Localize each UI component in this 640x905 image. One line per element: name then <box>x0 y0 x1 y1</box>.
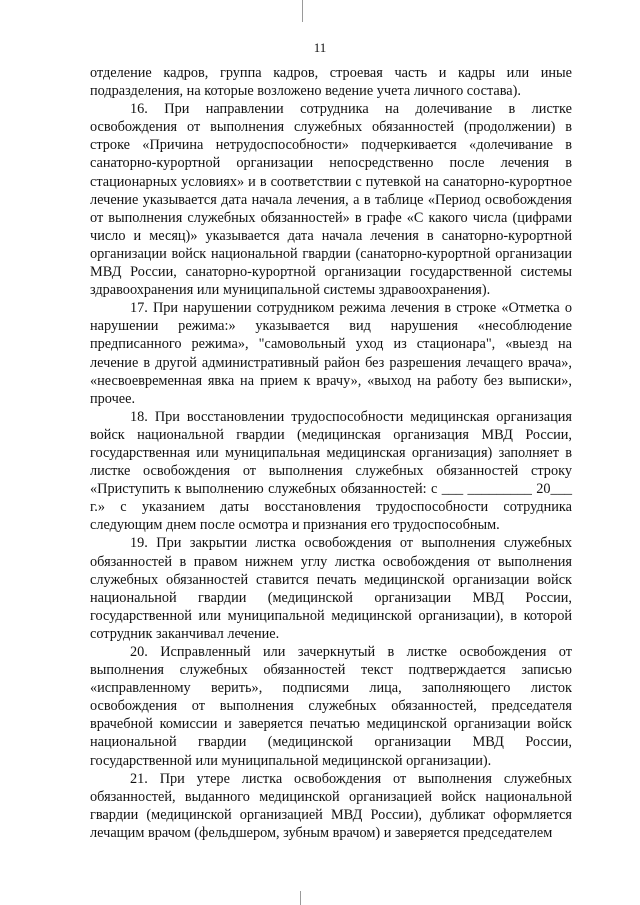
scan-edge-mark-top <box>302 0 303 22</box>
paragraph-21: 21. При утере листка освобождения от выполнения служебных обязанностей, выданного медицинской организацией войск национальной гвардии (медицинской организацией МВД России), дубликат оформляется лечащим врачом (фельдшером, зубным врачом) и заверяется председателем <box>90 770 572 841</box>
paragraph-17: 17. При нарушении сотрудником режима лечения в строке «Отметка о нарушении режима:» указывается вид нарушения «несоблюдение предписанного режима», "самовольный уход из стационара", «выезд на лечение в другой административный район без разрешения лечащего врача», «несвоевременная явка на прием к врачу», «выход на работу без выписки», прочее. <box>90 300 572 407</box>
scan-edge-mark-bottom <box>300 891 301 905</box>
paragraph-19: 19. При закрытии листка освобождения от выполнения служебных обязанностей в правом нижнем углу листка освобождения от выполнения служебных обязанностей ставится печать медицинской организации войск национальной гвардии (медицинской организации МВД России, государственной или муниципальной медицинской организации), в которой сотрудник заканчивал лечение. <box>90 535 572 642</box>
page-number: 11 <box>313 40 327 55</box>
paragraph-18: 18. При восстановлении трудоспособности медицинская организация войск национальной гвардии (медицинская организация МВД России, государственная или муниципальная медицинская организация) заполняет в листке освобождения от выполнения служебных обязанностей строку «Приступить к выполнению служебных обязанностей: с ___ _________ 20___ г.» с указанием даты восстановления трудоспособности сотрудника следующим днем после осмотра и признания его трудоспособным. <box>90 408 572 534</box>
paragraph-16: 16. При направлении сотрудника на долечивание в листке освобождения от выполнения служебных обязанностей (продолжении) в строке «Причина нетрудоспособности» подчеркивается «долечивание в санаторно-курортной организации непосредственно после лечения в стационарных условиях» и в соответствии с путевкой на санаторно-курортное лечение указывается дата начала лечения, а в таблице «Период освобождения от выполнения служебных обязанностей» в графе «С какого числа (цифрами число и месяц)» указывается дата начала лечения в санаторно-курортной организации войск национальной гвардии (санаторно-курортной организации МВД России, санаторно-курортной организации государственной системы здравоохранения или муниципальной системы здравоохранения). <box>90 101 572 299</box>
paragraph-20: 20. Исправленный или зачеркнутый в листке освобождения от выполнения служебных обязанностей текст подтверждается записью «исправленному верить», подписями лица, заполняющего листок освобождения от выполнения служебных обязанностей, председателя врачебной комиссии и заверяется печатью медицинской организации войск национальной гвардии (медицинской организации МВД России, государственной или муниципальной медицинской организации). <box>90 644 572 769</box>
document-body <box>90 64 572 842</box>
paragraph-continuation: отделение кадров, группа кадров, строевая часть и кадры или иные подразделения, на которые возложено ведение учета личного состава). <box>90 65 572 100</box>
